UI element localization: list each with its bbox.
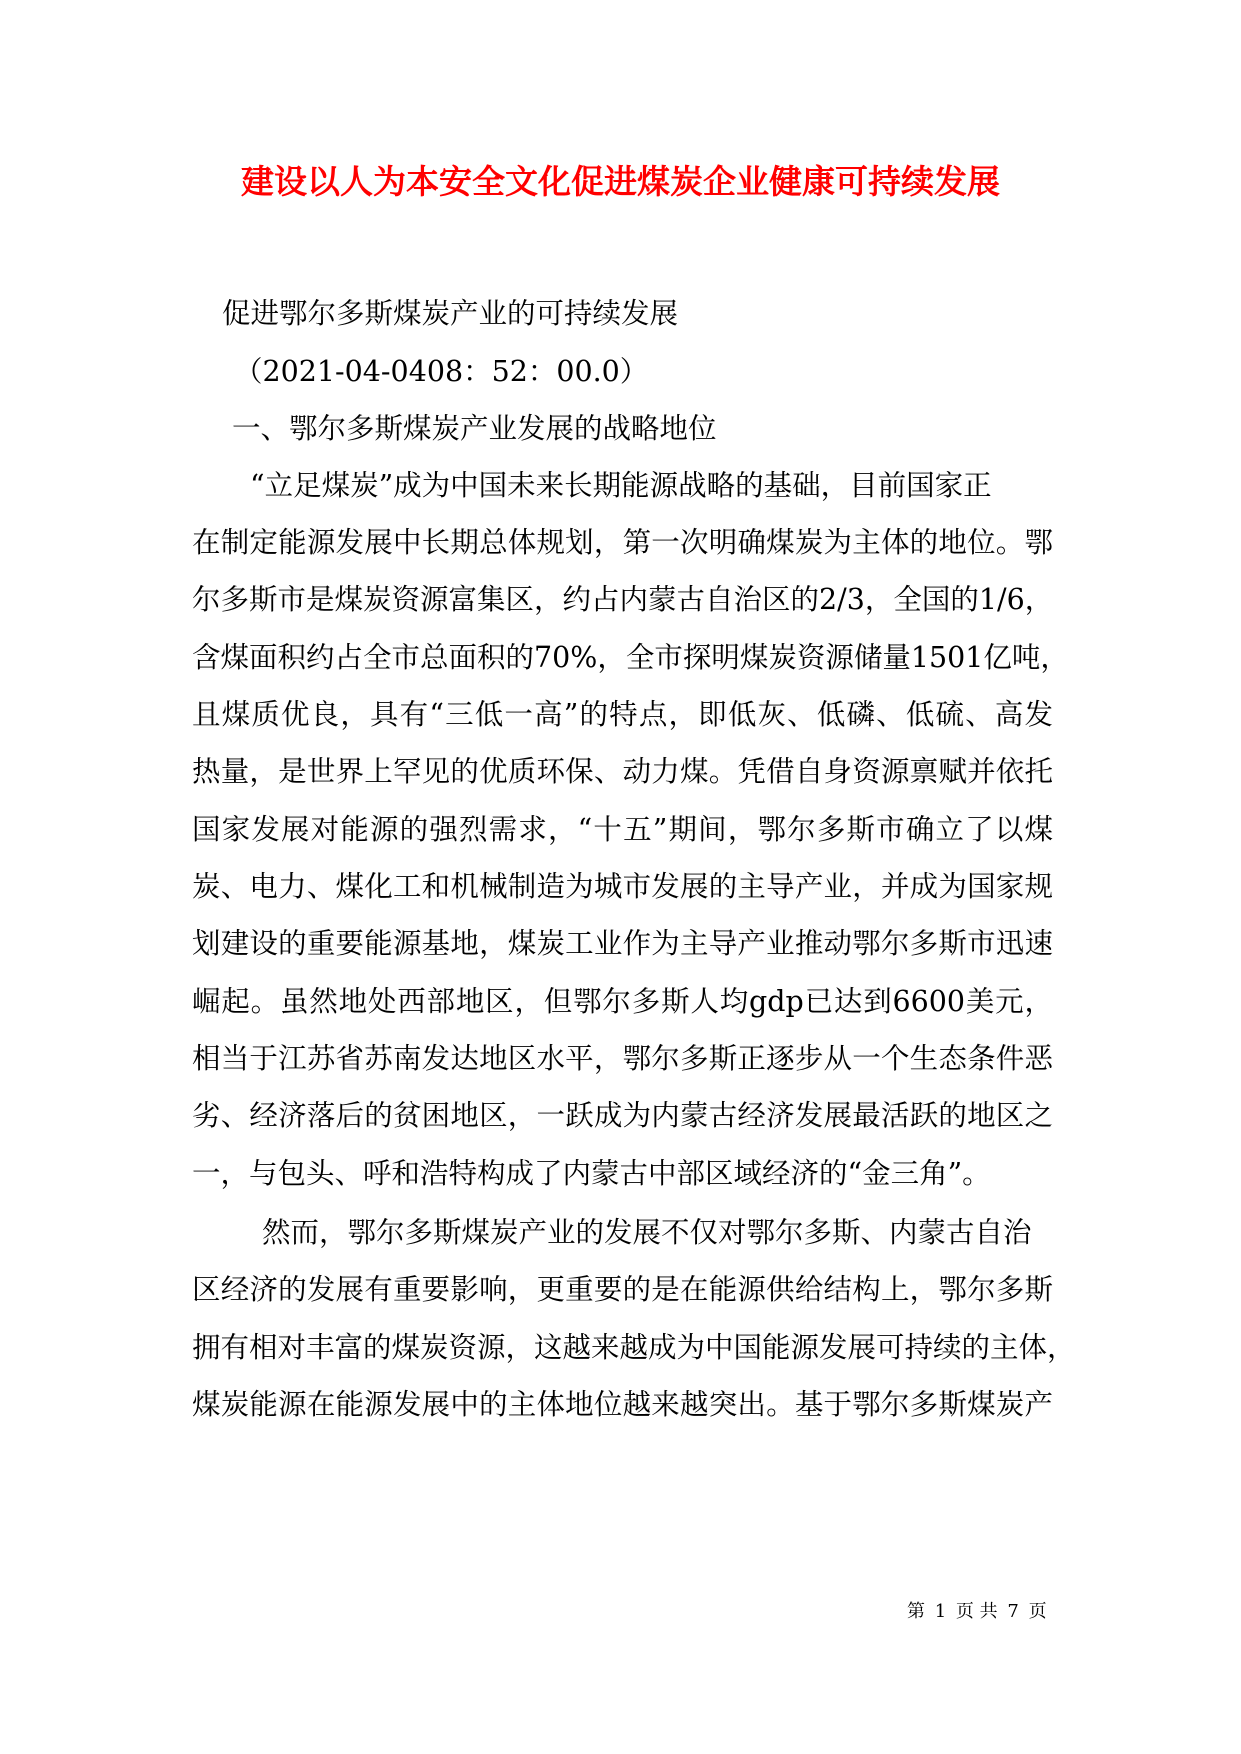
paragraph-1-line: 崛起。虽然地处西部地区，但鄂尔多斯人均gdp已达到6600美元， xyxy=(192,985,1053,1018)
paragraph-2-line: 区经济的发展有重要影响，更重要的是在能源供给结构上，鄂尔多斯 xyxy=(192,1273,1053,1306)
paragraph-2-line: 煤炭能源在能源发展中的主体地位越来越突出。基于鄂尔多斯煤炭产 xyxy=(192,1388,1053,1421)
footer-prefix: 第 xyxy=(907,1601,925,1622)
paragraph-1-line: 热量，是世界上罕见的优质环保、动力煤。凭借自身资源禀赋并依托 xyxy=(192,755,1053,788)
document-title: 建设以人为本安全文化促进煤炭企业健康可持续发展 xyxy=(241,162,1000,201)
footer-suffix: 页 xyxy=(1028,1601,1047,1622)
paragraph-1-line: 划建设的重要能源基地，煤炭工业作为主导产业推动鄂尔多斯市迅速 xyxy=(192,927,1053,960)
paragraph-1-line: 且煤质优良，具有“三低一高”的特点，即低灰、低磷、低硫、高发 xyxy=(192,698,1053,731)
total-page-count: 7 xyxy=(1007,1601,1019,1622)
paragraph-1-line: 在制定能源发展中长期总体规划，第一次明确煤炭为主体的地位。鄂 xyxy=(192,526,1053,559)
paragraph-1-line: 相当于江苏省苏南发达地区水平，鄂尔多斯正逐步从一个生态条件恶 xyxy=(192,1042,1053,1075)
subtitle: 促进鄂尔多斯煤炭产业的可持续发展 xyxy=(222,297,679,330)
paragraph-1-line: 一，与包头、呼和浩特构成了内蒙古中部区域经济的“金三角”。 xyxy=(192,1157,991,1190)
paragraph-1-line: 尔多斯市是煤炭资源富集区，约占内蒙古自治区的2/3，全国的1/6， xyxy=(192,583,1054,616)
page-number-footer xyxy=(905,1600,1049,1624)
paragraph-1-line: “立足煤炭”成为中国未来长期能源战略的基础，目前国家正 xyxy=(250,469,992,502)
publish-date: （2021-04-0408：52：00.0） xyxy=(234,355,649,388)
current-page-number: 1 xyxy=(934,1601,947,1622)
paragraph-1-line: 劣、经济落后的贫困地区，一跃成为内蒙古经济发展最活跃的地区之 xyxy=(192,1099,1053,1132)
paragraph-2-line: 拥有相对丰富的煤炭资源，这越来越成为中国能源发展可持续的主体， xyxy=(192,1331,1076,1364)
footer-mid: 页 共 xyxy=(955,1601,998,1622)
paragraph-2-line: 然而，鄂尔多斯煤炭产业的发展不仅对鄂尔多斯、内蒙古自治 xyxy=(262,1216,1032,1249)
section-heading: 一、鄂尔多斯煤炭产业发展的战略地位 xyxy=(232,412,717,445)
paragraph-1-line: 国家发展对能源的强烈需求，“十五”期间，鄂尔多斯市确立了以煤 xyxy=(192,813,1053,846)
paragraph-1-line: 含煤面积约占全市总面积的70%，全市探明煤炭资源储量1501亿吨， xyxy=(192,641,1069,674)
paragraph-1-line: 炭、电力、煤化工和机械制造为城市发展的主导产业，并成为国家规 xyxy=(192,870,1053,903)
